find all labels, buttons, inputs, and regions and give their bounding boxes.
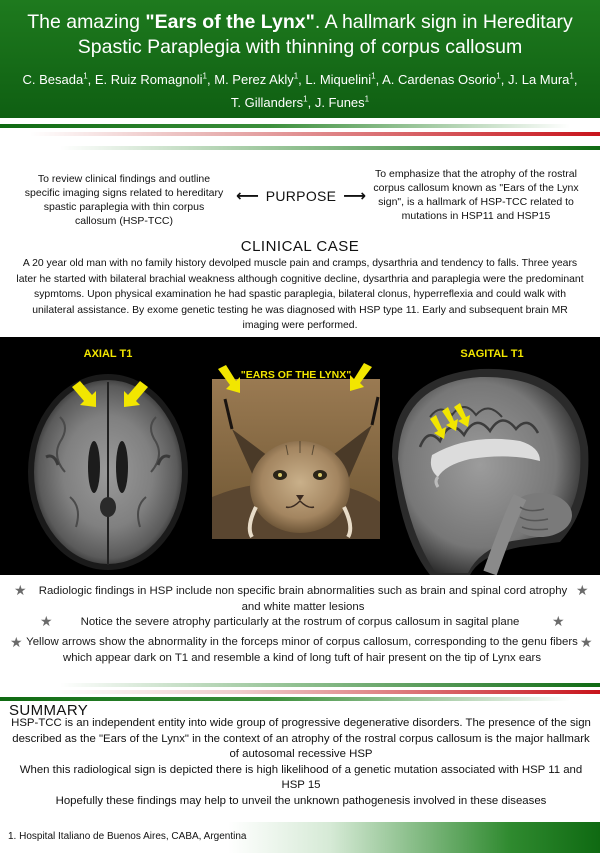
author: J. La Mura$^1$, xyxy=(507,72,578,88)
poster-header xyxy=(0,0,600,118)
lynx-photo xyxy=(212,363,380,539)
lynx-label: "EARS OF THE LYNX" xyxy=(240,369,352,381)
sagital-label: SAGITAL T1 xyxy=(460,348,524,360)
finding-item: Yellow arrows show the abnormality in the forceps minor of corpus callosum, corresponding to the genu fibers which appear dark on T1 and resemble a kind of long tuft of hair present on the tip of Lynx ears xyxy=(26,636,578,664)
clinical-case-heading: CLINICAL CASE xyxy=(240,238,360,255)
arrow-right-icon: ⟶ xyxy=(343,188,366,205)
title-bold: "Ears of the Lynx" xyxy=(145,11,315,33)
finding-item: Notice the severe atrophy particularly at the rostrum of corpus callosum in sagital plane xyxy=(80,616,520,628)
author: L. Miquelini$^1$, xyxy=(305,72,383,88)
purpose-label-group xyxy=(236,186,366,206)
author: E. Ruiz Romagnoli$^1$, xyxy=(94,72,215,88)
purpose-right-text: To emphasize that the atrophy of the rostral corpus callosum known as "Ears of the Lynx sign", is a hallmark of HSP-TCC related to mutations in HSP11 and HSP15 xyxy=(373,168,579,222)
divider-stripe-red xyxy=(0,690,600,694)
star-bullet-icon: ★ xyxy=(14,582,27,598)
summary-paragraph: HSP-TCC is an independent entity into wide group of progressive degenerative disorders. The presence of the sign described as the "Ears of the Lynx" in the context of an atrophy of the rostral corpus callosum is the major hallmark of autosomal recessive HSP xyxy=(11,717,591,760)
divider-stripe-green xyxy=(0,683,600,687)
image-panel xyxy=(0,337,600,575)
clinical-case-text: A 20 year old man with no family history devolped muscle pain and cramps, dysarthria and tendency to falls. Three years later he started with bilateral brachial weakness although cognitive decline, dysarthria and paraplegia were the predominant sypmtoms. Upon physical examination he had spastic paraplegia, bilateral clonus, hyperreflexia and could walk with unilateral assistance. By exome genetic testing he was diagnosed with HSP type 11. Early and subsequent brain MR imaging were performed. xyxy=(16,258,584,331)
author-list xyxy=(0,60,600,112)
divider-stripe-red xyxy=(0,132,600,136)
author: A. Cardenas Osorio$^1$, xyxy=(382,72,508,88)
purpose-label: PURPOSE xyxy=(265,188,337,204)
poster-title: The amazing "Ears of the Lynx". A hallmark sign in Hereditary Spastic Paraplegia with thinning of corpus callosum xyxy=(27,11,573,58)
author: M. Perez Akly$^1$, xyxy=(214,72,306,88)
sagital-t1-image xyxy=(392,369,588,575)
axial-t1-image xyxy=(28,374,188,570)
star-bullet-icon: ★ xyxy=(40,613,53,629)
affiliation-text: 1. Hospital Italiano de Buenos Aires, CABA, Argentina xyxy=(8,831,247,842)
summary-text xyxy=(8,716,594,809)
summary-paragraph: Hopefully these findings may help to unveil the unknown pathogenesis involved in these diseases xyxy=(55,794,547,807)
finding-item: Radiologic findings in HSP include non specific brain abnormalities such as brain and spinal cord atrophy and white matter lesions xyxy=(38,585,568,613)
divider-stripe-green xyxy=(0,697,600,701)
star-bullet-icon: ★ xyxy=(576,582,589,598)
author: C. Besada$^1$, xyxy=(22,72,95,88)
purpose-left-text: To review clinical findings and outline specific imaging signs related to hereditary spastic paraplegia with thin corpus callosum (HSP-TCC) xyxy=(24,173,224,227)
axial-label: AXIAL T1 xyxy=(83,348,133,360)
author: T. Gillanders$^1$, xyxy=(230,94,315,110)
summary-paragraph: When this radiological sign is depicted there is high likelihood of a genetic mutation associated with HSP 11 and HSP 15 xyxy=(19,763,583,791)
author: J. Funes$^1$ xyxy=(314,94,370,110)
star-bullet-icon: ★ xyxy=(10,634,23,650)
star-bullet-icon: ★ xyxy=(552,613,565,629)
star-bullet-icon: ★ xyxy=(580,634,593,650)
poster-footer xyxy=(0,822,600,853)
summary-heading: SUMMARY xyxy=(9,702,89,719)
divider-stripe-green xyxy=(0,146,600,150)
arrow-left-icon: ⟵ xyxy=(236,188,259,205)
